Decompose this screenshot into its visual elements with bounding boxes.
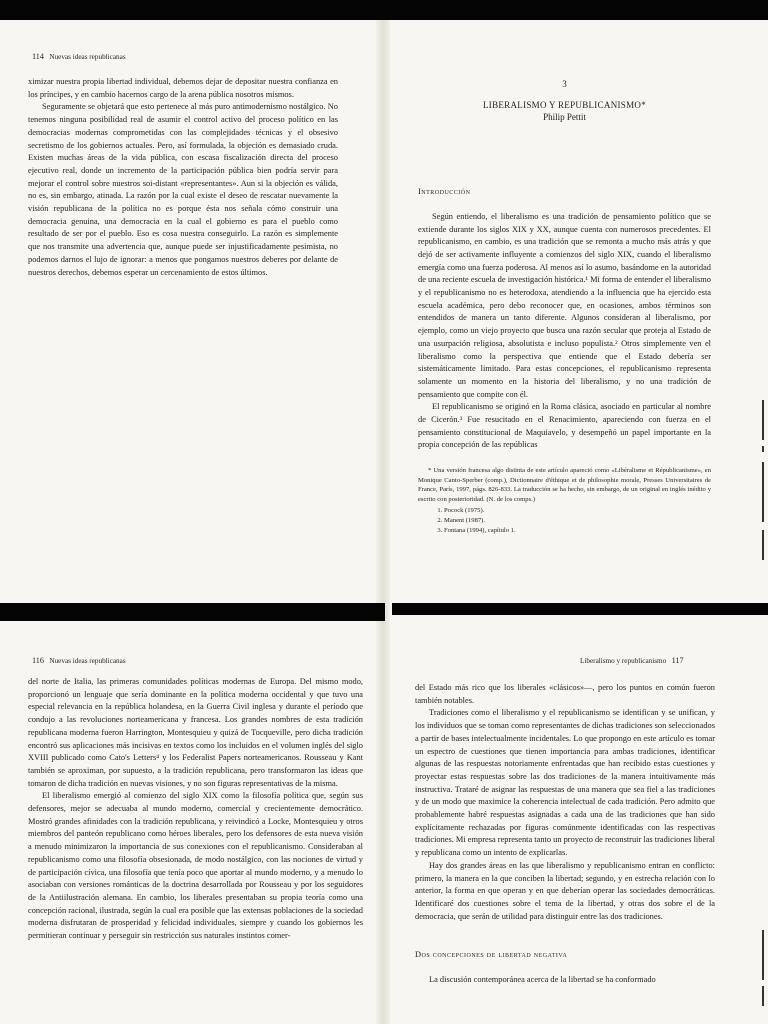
scan-edge-marks <box>758 400 766 560</box>
running-head-114 <box>32 52 126 61</box>
footnote: 2. Manent (1987). <box>444 516 711 526</box>
chapter-number: 3 <box>562 79 567 89</box>
page-114-body <box>28 76 338 279</box>
paragraph: del Estado más rico que los liberales «clásicos»—, pero los puntos en común fueron también notables. <box>415 683 715 705</box>
running-head-text: Nuevas ideas republicanas <box>49 657 126 665</box>
paragraph: El liberalismo emergió al comienzo del siglo XIX como la filosofía política que, según sus defensores, mejor se adecuaba al mundo moderno, comercial y crecientemente democrático. Mostró grandes afinidades con la tradición republicana, y reivindicó a Locke, Montesquieu y otros miembros del panteón republicano como héroes liberales, pero los defensores de esta nueva visión a menudo minimizaron la importancia de sus conexiones con el republicanismo. Consideraban al republicanismo como una filosofía obsesionada, de modo nostálgico, con las nociones de virtud y de participación cívica, una filosofía que tenía poco que aportar al mundo moderno, y a menudo lo asociaban con versiones románticas de la doctrina desarrollada por Rousseau y por los seguidores de la Antiilustración alemana. En cambio, los liberales presentaban su propia teoría como una concepción racional, ilustrada, según la cual era posible que las extensas poblaciones de la sociedad moderna disfrutaran de prosperidad y felicidad individuales, siempre y cuando los gobiernos les permitieran continuar y perseguir sin restricción sus naturales instintos comer- <box>28 791 363 941</box>
page-number: 114 <box>32 52 44 61</box>
footnotes <box>418 466 711 536</box>
chapter-title: LIBERALISMO Y REPUBLICANISMO* <box>482 99 647 110</box>
page-number: 117 <box>671 656 684 665</box>
page-116-body <box>28 676 363 943</box>
page-115-body <box>418 78 711 536</box>
running-head-117 <box>580 656 684 665</box>
page-117-body <box>415 682 715 987</box>
section-heading: Introducción <box>418 187 471 197</box>
footnote-star: * Una versión francesa algo distinta de este artículo apareció como «Libéralisme et Républicanisme», en Monique Canto-Sperber (comp.), Dictionnaire d'éthique et de philosophie morale, Presses Universitaires de France, París, 1997, págs. 826-833. La traducción se ha hecho, sin embargo, de un original en inglés inédito y escrito con posterioridad. (N. de los comps.) <box>418 467 711 503</box>
paragraph: Tradiciones como el liberalismo y el republicanismo se identifican y se unifican, y los individuos que se toman como representantes de dichas tradiciones son seleccionados a partir de bases intelectualmente incidentales. Lo que propongo en este artículo es tomar un espectro de cuestiones que tienen importancia para ambas tradiciones, identificar algunas de las respuestas notoriamente enfrentadas que han recibido estas cuestiones y proyectar estas respuestas sobre las dos tradiciones de la manera intuitivamente más instructiva. Trataré de asignar las respuestas de una manera que sea fiel a las tradiciones y de un modo que maximice la coherencia intelectual de cada tradición. Pero admito que probablemente habré respuestas asignadas a cada una de las tradiciones que han sido explícitamente rechazadas por figuras comúnmente identificadas con las respectivas tradiciones. Mi empresa representa tanto un proyecto de reconstruir las tradiciones liberal y republicana como un intento de explicarlas. <box>415 708 715 858</box>
page-number: 116 <box>32 656 44 665</box>
paragraph: El republicanismo se originó en la Roma clásica, asociado en particular al nombre de Cicerón.³ Fue resucitado en el Renacimiento, apareciendo con fuerza en el pensamiento constitucional de Maquiavelo, y desempeñó un papel importante en la propia concepción de las repúblicas <box>418 402 711 450</box>
paragraph: del norte de Italia, las primeras comunidades políticas modernas de Europa. Del mismo modo, proporcionó un lenguaje que sería dominante en la política moderna occidental y que tuvo una especial relevancia en la república holandesa, en la Guerra Civil inglesa y durante el período que condujo a las revoluciones norteamericana y francesa. Los grandes nombres de esta tradición republicana moderna fueron Harrington, Montesquieu y quizá de Tocqueville, pero dicha tradición encontró sus aplicaciones más incisivas en textos como los incluidos en el volumen inglés del siglo XVIII publicado como Cato's Letters⁴ y los Federalist Papers norteamericanos. Rousseau y Kant también se aproximan, por supuesto, a la tradición republicana, pero transformaron las ideas que tomaron de dicha tradición en nuevas visiones, y no son figuras representativas de la misma. <box>28 677 363 788</box>
chapter-author: Philip Pettit <box>543 112 586 123</box>
footnote: 1. Pocock (1975). <box>444 506 711 516</box>
running-head-116 <box>32 656 126 665</box>
running-head-text: Nuevas ideas republicanas <box>49 53 126 61</box>
paragraph: Según entiendo, el liberalismo es una tradición de pensamiento político que se extiende durante los siglos XIX y XX, aunque cuenta con numerosos precedentes. El republicanismo, en cambio, es una tradición que se remonta a mucho más atrás y que dejó de ser activamente influyente a comienzos del siglo XIX, cuando el liberalismo emergía como una fuerza poderosa. Al menos así lo asumo, basándome en la autoridad de una reciente escuela de investigación histórica.¹ Mi forma de entender el liberalismo y el republicanismo no es heterodoxa, atendiendo a la influencia que ha ejercido esta escuela académica, pero debo reconocer que, en ocasiones, ambos términos son entendidos de manera un tanto diferente. Algunos consideran al liberalismo, por ejemplo, como un viejo proyecto que busca una razón secular que proteja al Estado de una usurpación religiosa, absolutista e incluso populista.² Otros simplemente ven el liberalismo como la perspectiva que entiende que el Estado debería ser sistemáticamente limitado. Para estas concepciones, el republicanismo representa solamente un momento en la historia del liberalismo, y no una tradición de pensamiento que compite con él. <box>418 211 711 399</box>
paragraph: La discusión contemporánea acerca de la libertad se ha conformado <box>429 975 656 985</box>
scan-middle-border-left <box>0 603 385 621</box>
paragraph: Hay dos grandes áreas en las que liberalismo y republicanismo entran en conflicto: primero, la manera en la que conciben la libertad; segundo, y en estrecha relación con lo anterior, la forma en que operan y en que deberían operar las sociedades democráticas. Identificaré dos cuestiones sobre el tema de la libertad, y otras dos sobre el de la democracia, que serán de utilidad para distinguir entre las dos tradiciones. <box>415 860 715 921</box>
footnote: 3. Fontana (1994), capítulo 1. <box>444 526 711 536</box>
section-heading: Dos concepciones de libertad negativa <box>415 950 568 960</box>
book-gutter <box>376 20 390 1024</box>
scan-edge-marks <box>758 930 766 1006</box>
running-head-text: Liberalismo y republicanismo <box>580 657 667 665</box>
scan-top-border <box>0 0 768 20</box>
scan-middle-border-right <box>392 603 768 615</box>
paragraph: Seguramente se objetará que esto pertenece al más puro antimodernismo nostálgico. No tenemos ninguna posibilidad real de asumir el control activo del proceso político en las democracias modernas comprometidas con las complejidades técnicas y el obsesivo secretismo de los gobiernos actuales. Pero, así formulada, la objeción es demasiado cruda. Existen muchas áreas de la vida pública, con escasa fiscalización directa del proceso ejecutivo real, donde un incremento de la participación pública bien podría servir para mejorar el control sobre nuestros soi-distant «representantes». Aun si la objeción es válida, no es, sin embargo, atinada. La razón por la cual existe el deseo de rescatar nuevamente la visión republicana de la política no es porque ésta nos señala cómo construir una democracia genuina, una democracia en la cual el gobierno es para el pueblo como resultado de ser por el pueblo. Eso es cosa nuestra conseguirlo. La razón es simplemente que nos transmite una advertencia que, aunque puede ser injustificadamente pesimista, no podemos darnos el lujo de ignorar: a menos que pongamos nuestros deberes por delante de nuestros derechos, debemos esperar un cercenamiento de estos últimos. <box>28 102 338 277</box>
paragraph: ximizar nuestra propia libertad individual, debemos dejar de depositar nuestra confianza en los príncipes, y en cambio hacernos cargo de la arena pública nosotros mismos. <box>28 77 338 99</box>
